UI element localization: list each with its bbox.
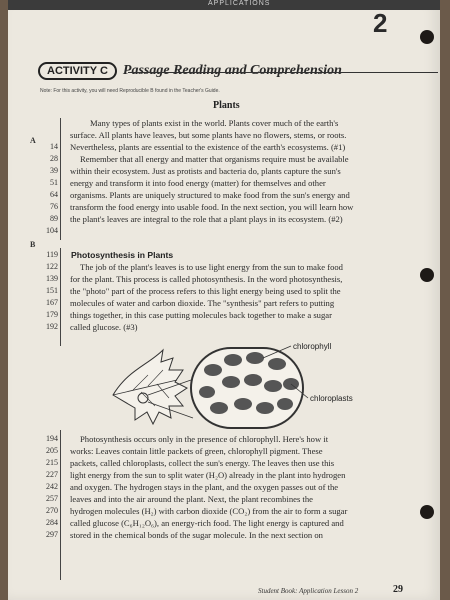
footer-page-number: 29: [393, 584, 403, 595]
heading-rule: [128, 72, 438, 73]
footer-book-title: Student Book: Application Lesson 2: [258, 587, 359, 595]
label-chloroplasts: chloroplasts: [310, 394, 353, 403]
activity-badge: ACTIVITY C: [38, 62, 117, 80]
text-line: surface. All plants have leaves, but some plants have no flowers, stems, or roots.: [70, 130, 347, 140]
margin-rule: [60, 118, 61, 240]
line-number: 192: [46, 322, 58, 331]
leaf-chloroplast-diagram: [103, 340, 403, 445]
line-number: 270: [46, 506, 58, 515]
line-number: 151: [46, 286, 58, 295]
activity-heading: [38, 62, 342, 80]
line-number: 242: [46, 482, 58, 491]
workbook-page: [8, 0, 440, 600]
text-line: hydrogen molecules (H₂) with carbon dioxide (CO₂) from the air to form a sugar: [70, 506, 348, 516]
text-line: Many types of plants exist in the world. Plants cover much of the earth's: [90, 118, 339, 128]
line-number: 104: [46, 226, 58, 235]
running-head: APPLICATIONS: [208, 0, 271, 7]
text-line: works: Leaves contain little packets of green, chlorophyll pigment. These: [70, 446, 323, 456]
line-number: 76: [50, 202, 58, 211]
text-line: packets, called chloroplasts, collect the sun's energy. The leaves then use this: [70, 458, 335, 468]
binder-hole: [420, 30, 434, 44]
line-number: 215: [46, 458, 58, 467]
line-number: 194: [46, 434, 58, 443]
line-number: 119: [46, 250, 58, 259]
binder-hole: [420, 505, 434, 519]
line-number: 167: [46, 298, 58, 307]
text-line: Nevertheless, plants are essential to the existence of the earth's ecosystems. (#1): [70, 142, 346, 152]
tab-page-number: 2: [373, 8, 388, 38]
line-number: 139: [46, 274, 58, 283]
text-line: and oxygen. The hydrogen stays in the plant, and the oxygen passes out of the: [70, 482, 339, 492]
activity-title: Passage Reading and Comprehension: [122, 63, 342, 78]
line-number: 179: [46, 310, 58, 319]
text-line: transform the food energy into usable food. In the next section, you will learn how: [70, 202, 354, 212]
line-number: 227: [46, 470, 58, 479]
activity-note: Note: For this activity, you will need Reproducible B found in the Teacher's Guide.: [40, 88, 220, 94]
text-line: for the plant. This process is called photosynthesis. In the word photosynthesis,: [70, 274, 343, 284]
line-number: 284: [46, 518, 58, 527]
cell-illustration: [191, 348, 303, 428]
text-line: the plant's leaves are integral to the role that a plant plays in its ecosystem. (#2): [70, 214, 343, 224]
text-line: called glucose. (#3): [70, 322, 138, 332]
text-line: Photosynthesis occurs only in the presence of chlorophyll. Here's how it: [80, 434, 329, 444]
leaf-illustration: [113, 350, 187, 424]
text-line: the "photo" part of the process refers to this light energy being used to split the: [70, 286, 341, 296]
text-line: energy and transform it into food energy (matter) for themselves and other: [70, 178, 326, 188]
line-number: 14: [50, 142, 58, 151]
text-line: called glucose (C₆H₁₂O₆), an energy-rich food. The light energy is captured and: [70, 518, 344, 528]
text-line: stored in the chemical bonds of the sugar molecule. In the next section on: [70, 530, 323, 540]
section-marker-b: B: [30, 240, 36, 249]
section-marker-a: A: [30, 136, 36, 145]
line-number: 89: [50, 214, 58, 223]
line-number: 39: [50, 166, 58, 175]
text-line: The job of the plant's leaves is to use light energy from the sun to make food: [80, 262, 343, 272]
subheading: Photosynthesis in Plants: [71, 250, 174, 260]
line-number: 257: [46, 494, 58, 503]
line-number: 28: [50, 154, 58, 163]
line-number: 122: [46, 262, 58, 271]
line-number: 205: [46, 446, 58, 455]
line-number: 297: [46, 530, 58, 539]
text-line: light energy from the sun to split water (H₂O) already in the plant into hydrogen: [70, 470, 346, 480]
text-line: Remember that all energy and matter that organisms require must be available: [80, 154, 349, 164]
text-line: organisms. Plants are uniquely structured to make food from the sun's energy and: [70, 190, 350, 200]
line-number: 51: [50, 178, 58, 187]
text-line: molecules of water and carbon dioxide. The "synthesis" part refers to putting: [70, 298, 335, 308]
text-line: leaves and into the air around the plant. Next, the plant recombines the: [70, 494, 313, 504]
passage-title: Plants: [213, 100, 240, 111]
margin-rule: [60, 248, 61, 346]
line-number: 64: [50, 190, 58, 199]
margin-rule: [60, 430, 61, 580]
text-line: within their ecosystem. Just as protists and bacteria do, plants capture the sun's: [70, 166, 341, 176]
text-line: things together, in this case putting molecules back together to make a sugar: [70, 310, 332, 320]
binder-hole: [420, 268, 434, 282]
label-chlorophyll: chlorophyll: [293, 342, 332, 351]
